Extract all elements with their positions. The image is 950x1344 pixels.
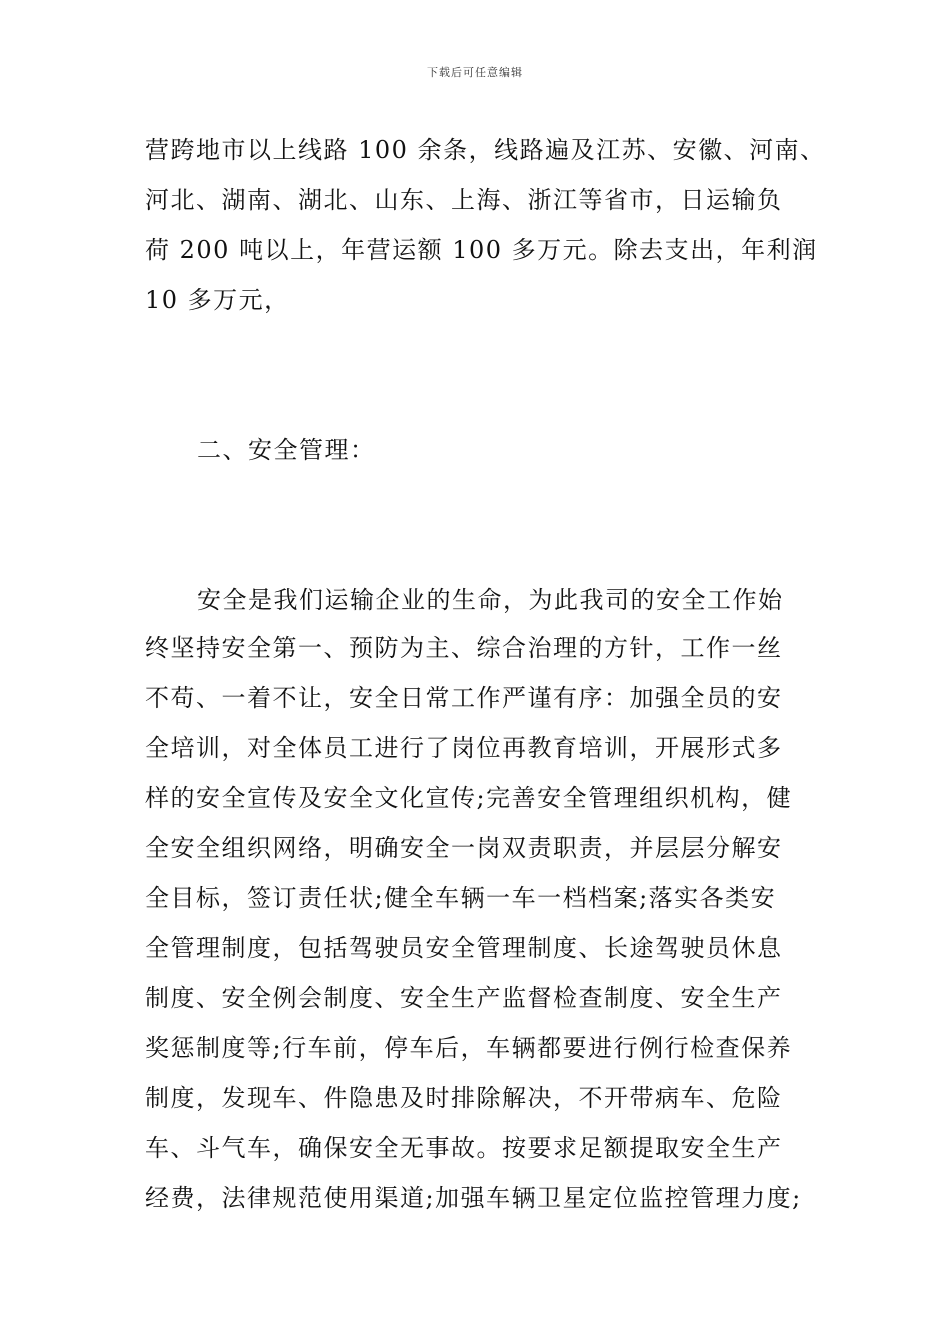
- paragraph-line: 制度，发现车、件隐患及时排除解决，不开带病车、危险: [145, 1084, 783, 1112]
- paragraph-line: 终坚持安全第一、预防为主、综合治理的方针，工作一丝: [145, 634, 783, 662]
- paragraph-line: 车、斗气车，确保安全无事故。按要求足额提取安全生产: [145, 1134, 783, 1162]
- paragraph-line: 经费，法律规范使用渠道;加强车辆卫星定位监控管理力度;: [145, 1184, 802, 1212]
- paragraph-line: 河北、湖南、湖北、山东、上海、浙江等省市，日运输负: [145, 186, 783, 214]
- section-heading: 二、安全管理：: [197, 436, 376, 464]
- paragraph-line: 全管理制度，包括驾驶员安全管理制度、长途驾驶员休息: [145, 934, 783, 962]
- paragraph-line: 制度、安全例会制度、安全生产监督检查制度、安全生产: [145, 984, 783, 1012]
- paragraph-line: 营跨地市以上线路 100 余条，线路遍及江苏、安徽、河南、: [145, 136, 826, 164]
- paragraph-line: 全培训，对全体员工进行了岗位再教育培训，开展形式多: [145, 734, 783, 762]
- header-note: 下载后可任意编辑: [427, 66, 523, 79]
- paragraph-line: 荷 200 吨以上，年营运额 100 多万元。除去支出，年利润: [145, 236, 818, 264]
- paragraph-line: 奖惩制度等;行车前，停车后，车辆都要进行例行检查保养: [145, 1034, 793, 1062]
- paragraph-line: 全安全组织网络，明确安全一岗双责职责，并层层分解安: [145, 834, 783, 862]
- paragraph-line: 全目标，签订责任状;健全车辆一车一档档案;落实各类安: [145, 884, 777, 912]
- paragraph-line: 安全是我们运输企业的生命，为此我司的安全工作始: [197, 586, 784, 614]
- paragraph-line: 样的安全宣传及安全文化宣传;完善安全管理组织机构，健: [145, 784, 793, 812]
- paragraph-line: 不苟、一着不让，安全日常工作严谨有序：加强全员的安: [145, 684, 783, 712]
- paragraph-line: 10 多万元，: [145, 286, 290, 314]
